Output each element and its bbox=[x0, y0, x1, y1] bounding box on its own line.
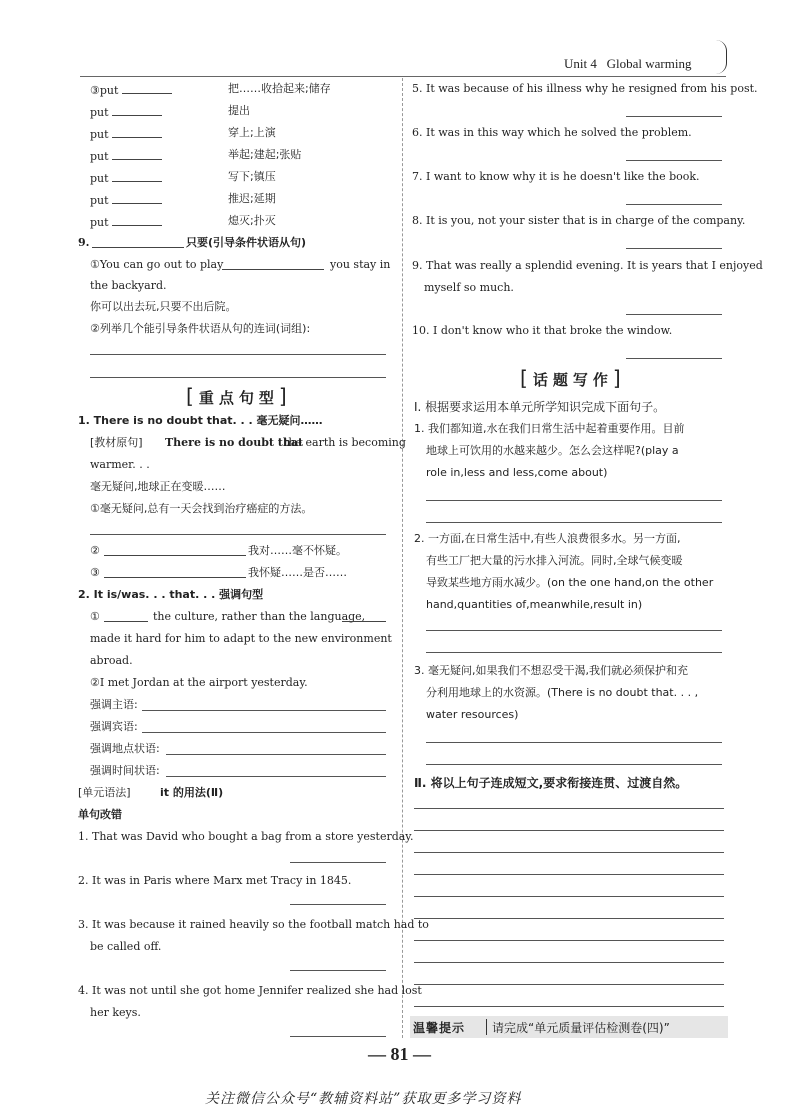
correction-item: 10. I don't know who it that broke the window. bbox=[412, 324, 673, 337]
put-meaning: 举起;建起;张贴 bbox=[228, 148, 302, 161]
answer-line[interactable] bbox=[626, 160, 722, 161]
essay-line[interactable] bbox=[414, 830, 724, 831]
correction-item: 8. It is you, not your sister that is in charge of the company. bbox=[412, 214, 746, 227]
writing-q2-line: 2. 一方面,在日常生活中,有些人浪费很多水。另一方面, bbox=[414, 532, 681, 545]
pattern2-ex1-end: abroad. bbox=[90, 654, 133, 667]
pattern1-ex2: 我对……毫不怀疑。 bbox=[248, 544, 347, 557]
emphasis-label: 强调地点状语: bbox=[90, 742, 160, 755]
pattern2-ex2: ②I met Jordan at the airport yesterday. bbox=[90, 676, 308, 689]
essay-line[interactable] bbox=[414, 896, 724, 897]
answer-line[interactable] bbox=[426, 742, 722, 743]
writing-q2-line: hand,quantities of,meanwhile,result in) bbox=[426, 598, 643, 611]
emphasis-label: 强调宾语: bbox=[90, 720, 138, 733]
grammar-subtitle: 单句改错 bbox=[78, 808, 122, 821]
writing-q2-line: 导致某些地方雨水减少。(on the one hand,on the other bbox=[426, 576, 714, 589]
grammar-title: it 的用法(Ⅱ) bbox=[160, 786, 224, 799]
item9-example: ①You can go out to play bbox=[90, 258, 224, 271]
page-header bbox=[564, 56, 691, 72]
answer-line[interactable] bbox=[626, 116, 722, 117]
answer-blank[interactable] bbox=[92, 236, 184, 248]
put-item: put bbox=[90, 126, 162, 142]
tip-box bbox=[410, 1016, 728, 1038]
answer-line[interactable] bbox=[142, 732, 386, 733]
answer-blank[interactable] bbox=[342, 610, 386, 622]
correction-item: 2. It was in Paris where Marx met Tracy in 1845. bbox=[78, 874, 352, 887]
grammar-tag: [单元语法] bbox=[78, 786, 131, 799]
writing-q1-line: 地球上可饮用的水越来越少。怎么会这样呢?(play a bbox=[426, 444, 679, 457]
put-meaning: 推迟;延期 bbox=[228, 192, 276, 205]
answer-line[interactable] bbox=[142, 710, 386, 711]
answer-blank[interactable] bbox=[104, 566, 246, 578]
writing-q3-line: 3. 毫无疑问,如果我们不想忍受干渴,我们就必须保护和充 bbox=[414, 664, 688, 677]
answer-line[interactable] bbox=[426, 630, 722, 631]
correction-item-cont: her keys. bbox=[90, 1006, 141, 1019]
emphasis-label: 强调主语: bbox=[90, 698, 138, 711]
answer-line[interactable] bbox=[90, 354, 386, 355]
essay-line[interactable] bbox=[414, 940, 724, 941]
textbook-tag: [教材原句] bbox=[90, 436, 143, 449]
item9-translation: 你可以出去玩,只要不出后院。 bbox=[90, 300, 237, 313]
pattern2-ex1: the culture, rather than the language, bbox=[153, 610, 366, 623]
answer-line[interactable] bbox=[166, 776, 386, 777]
tip-label: 温馨提示 bbox=[413, 1021, 466, 1035]
put-meaning: 写下;镇压 bbox=[228, 170, 276, 183]
put-meaning: 把……收拾起来;储存 bbox=[228, 82, 331, 95]
emphasis-label: 强调时间状语: bbox=[90, 764, 160, 777]
pattern2-title: 2. It is/was. . . that. . . 强调句型 bbox=[78, 588, 264, 601]
writing-q1-line: role in,less and less,come about) bbox=[426, 466, 608, 479]
item9-question: ②列举几个能引导条件状语从句的连词(词组): bbox=[90, 322, 311, 335]
essay-line[interactable] bbox=[414, 808, 724, 809]
answer-line[interactable] bbox=[90, 377, 386, 378]
page-number: — 81 — bbox=[368, 1044, 431, 1064]
column-divider bbox=[402, 78, 403, 1038]
answer-line[interactable] bbox=[290, 1036, 386, 1037]
put-item: ③put bbox=[90, 82, 172, 98]
put-meaning: 提出 bbox=[228, 104, 250, 117]
put-meaning: 熄灭;扑灭 bbox=[228, 214, 276, 227]
writing-q3-line: water resources) bbox=[426, 708, 519, 721]
header-ornament bbox=[716, 40, 727, 74]
put-item: put bbox=[90, 214, 162, 230]
writing-part1: Ⅰ. 根据要求运用本单元所学知识完成下面句子。 bbox=[414, 400, 666, 414]
put-meaning: 穿上;上演 bbox=[228, 126, 276, 139]
answer-line[interactable] bbox=[626, 204, 722, 205]
correction-item: 1. That was David who bought a bag from a store yesterday. bbox=[78, 830, 414, 843]
answer-line[interactable] bbox=[290, 862, 386, 863]
correction-item: 7. I want to know why it is he doesn't like the book. bbox=[412, 170, 700, 183]
pattern2-ex1-num: ① bbox=[90, 610, 100, 623]
essay-line[interactable] bbox=[414, 1006, 724, 1007]
essay-line[interactable] bbox=[414, 918, 724, 919]
answer-line[interactable] bbox=[426, 764, 722, 765]
textbook-bold: There is no doubt that bbox=[165, 436, 304, 449]
writing-q2-line: 有些工厂把大量的污水排入河流。同时,全球气候变暖 bbox=[426, 554, 683, 567]
correction-item: 6. It was in this way which he solved the problem. bbox=[412, 126, 692, 139]
writing-q1-line: 1. 我们都知道,水在我们日常生活中起着重要作用。目前 bbox=[414, 422, 685, 435]
pattern1-ex2-num: ② bbox=[90, 544, 100, 557]
unit-title: Global warming bbox=[606, 56, 692, 71]
answer-line[interactable] bbox=[626, 248, 722, 249]
answer-blank[interactable] bbox=[104, 610, 148, 622]
essay-line[interactable] bbox=[414, 962, 724, 963]
item9-label: 只要(引导条件状语从句) bbox=[186, 236, 307, 249]
textbook-sentence-cont: warmer. . . bbox=[90, 458, 150, 471]
correction-item: 5. It was because of his illness why he resigned from his post. bbox=[412, 82, 758, 95]
put-item: put bbox=[90, 192, 162, 208]
item9-example-end: you stay in bbox=[330, 258, 391, 271]
pattern1-ex3-num: ③ bbox=[90, 566, 100, 579]
answer-blank[interactable] bbox=[104, 544, 246, 556]
answer-line[interactable] bbox=[290, 970, 386, 971]
correction-item-cont: be called off. bbox=[90, 940, 162, 953]
answer-line[interactable] bbox=[426, 500, 722, 501]
textbook-translation: 毫无疑问,地球正在变暖…… bbox=[90, 480, 226, 493]
pattern2-ex1-cont: made it hard for him to adapt to the new environment bbox=[90, 632, 392, 645]
writing-q3-line: 分利用地球上的水资源。(There is no doubt that. . . , bbox=[426, 686, 699, 699]
answer-line[interactable] bbox=[426, 652, 722, 653]
section-heading-key-sentences: [重点句型] bbox=[186, 384, 292, 408]
answer-blank[interactable] bbox=[222, 258, 324, 270]
answer-line[interactable] bbox=[626, 358, 722, 359]
header-rule bbox=[80, 76, 726, 77]
section-heading-writing: [话题写作] bbox=[520, 366, 626, 390]
item9-number: 9. bbox=[78, 236, 90, 249]
answer-line[interactable] bbox=[166, 754, 386, 755]
answer-line[interactable] bbox=[290, 904, 386, 905]
correction-item: 3. It was because it rained heavily so the football match had to bbox=[78, 918, 429, 931]
essay-line[interactable] bbox=[414, 852, 724, 853]
answer-line[interactable] bbox=[426, 522, 722, 523]
essay-line[interactable] bbox=[414, 984, 724, 985]
answer-line[interactable] bbox=[626, 314, 722, 315]
unit-label: Unit 4 bbox=[564, 56, 597, 71]
put-item: put bbox=[90, 148, 162, 164]
tip-text: 请完成“单元质量评估检测卷(四)” bbox=[492, 1021, 670, 1035]
correction-item: 9. That was really a splendid evening. It is years that I enjoyed bbox=[412, 259, 763, 272]
essay-line[interactable] bbox=[414, 874, 724, 875]
correction-item-cont: myself so much. bbox=[424, 281, 514, 294]
answer-line[interactable] bbox=[90, 534, 386, 535]
textbook-sentence: the earth is becoming bbox=[284, 436, 406, 449]
pattern1-exercise: ①毫无疑问,总有一天会找到治疗癌症的方法。 bbox=[90, 502, 313, 515]
tip-separator bbox=[486, 1019, 487, 1035]
item9-example-cont: the backyard. bbox=[90, 279, 167, 292]
writing-part2: Ⅱ. 将以上句子连成短文,要求衔接连贯、过渡自然。 bbox=[414, 776, 688, 790]
pattern1-title: 1. There is no doubt that. . . 毫无疑问…… bbox=[78, 414, 323, 427]
pattern1-ex3: 我怀疑……是否…… bbox=[248, 566, 347, 579]
footer-note: 关注微信公众号“教辅资料站”获取更多学习资料 bbox=[205, 1091, 522, 1107]
correction-item: 4. It was not until she got home Jennifer realized she had lost bbox=[78, 984, 422, 997]
put-item: put bbox=[90, 170, 162, 186]
put-item: put bbox=[90, 104, 162, 120]
